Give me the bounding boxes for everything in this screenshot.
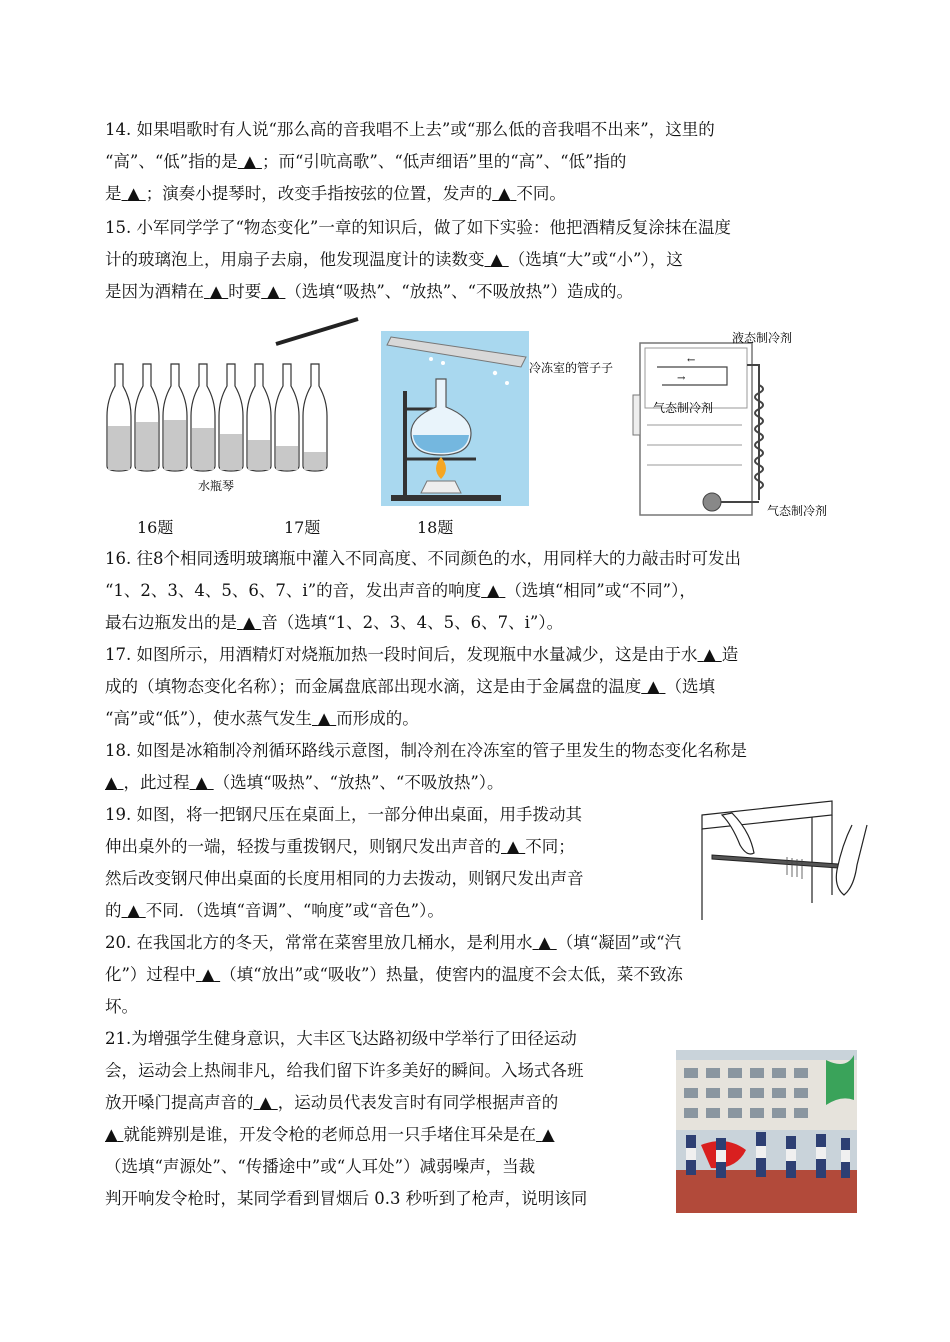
q14-line-2b: ；而“引吭高歌”、“低声细语”里的“高”、“低”指的 <box>261 152 627 171</box>
question-17: 17. 如图所示，用酒精灯对烧瓶加热一段时间后，发现瓶中水量减少，这是由于水 ▲ 造 成的（填物态变化名称）；而金属盘底部出现水滴，这是由于金属盘的温度 ▲ （选填 “高”或“低”），使水蒸气发生 ▲ 而形成的。 <box>105 645 739 728</box>
fridge-body <box>640 343 752 515</box>
question-19: 19. 如图，将一把钢尺压在桌面上，一部分伸出桌面，用手拨动其 伸出桌外的一端，轻拨与重拨钢尺，则钢尺发出声音的 ▲ 不同； 然后改变钢尺伸出桌面的长度用相同的力去拨动，则钢尺发出声音 的 ▲ 不同．（选填“音调”、“响度”或“音色”）。 <box>105 805 584 920</box>
q16-blank-2: ▲ <box>242 613 256 632</box>
striking-stick <box>276 319 358 344</box>
q14-line-3a: 是 <box>105 184 122 203</box>
caption-17: 17题 <box>284 518 321 537</box>
question-15: 15. 小军同学学了“物态变化”一章的知识后，做了如下实验：他把酒精反复涂抹在温度 计的玻璃泡上，用扇子去扇，他发现温度计的读数变 ▲ （选填“大”或“小”），这 是因为酒精在 ▲ 时要 ▲ （选填“吸热”、“放热”、“不吸放热”）造成的。 <box>105 212 850 308</box>
q15-line-1: 15. 小军同学学了“物态变化”一章的知识后，做了如下实验：他把酒精反复涂抹在温度 <box>105 218 731 237</box>
q20-blank-2: ▲ <box>201 965 215 984</box>
label-gas-refrigerant-1: 气态制冷剂 <box>653 401 714 415</box>
label-gas-refrigerant-2: 气态制冷剂 <box>767 504 828 518</box>
plucking-hand <box>836 825 867 895</box>
fig16-label: 水瓶琴 <box>198 479 235 493</box>
q14-line-2a: “高”、“低”指的是 <box>105 152 238 171</box>
question-21: 21.为增强学生健身意识，大丰区飞达路初级中学举行了田径运动 会，运动会上热闹非凡，给我们留下许多美好的瞬间。入场式各班 放开嗓门提高声音的 ▲ ，运动员代表发言时有同学根据声音的 ▲ 就能辨别是谁，开发令枪的老师总用一只手堵住耳朵是在 ▲ （选填“声源处”、“传播途中”或“人耳处”）减弱噪声，当裁 判开响发令枪时，某同学看到冒烟后 0.3 秒听到了枪声，说明该同 <box>105 1029 588 1208</box>
bottle-6 <box>247 364 271 471</box>
q14-blank-1: ▲ <box>243 152 257 171</box>
compressor <box>703 493 721 511</box>
caption-16: 16题 <box>137 518 174 537</box>
water-bottle-xylophone-figure <box>100 316 365 498</box>
sports-meet-photo <box>676 1050 857 1213</box>
q14-blank-2: ▲ <box>127 184 140 203</box>
q20-blank-1: ▲ <box>538 933 551 952</box>
refrigerator-cycle-figure <box>527 325 845 520</box>
bottle-5 <box>219 364 243 471</box>
q19-blank-2: ▲ <box>127 901 140 920</box>
question-14: 14. 如果唱歌时有人说“那么高的音我唱不上去”或“那么低的音我唱不出来”，这里的 “高”、“低”指的是 ▲ ；而“引吭高歌”、“低声细语”里的“高”、“低”指的 是 ▲ ；演奏小提琴时，改变手指按弦的位置，发声的 ▲ 不同。 <box>105 114 850 210</box>
question-20: 20. 在我国北方的冬天，常常在菜窖里放几桶水，是利用水 ▲ （填“凝固”或“汽 化”）过程中 ▲ （填“放出”或“吸收”）热量，使窖内的温度不会太低，菜不致冻 坏。 <box>105 933 683 1016</box>
bottle-7 <box>275 364 299 471</box>
q21-blank-2: ▲ <box>105 1125 118 1144</box>
q18-blank-1: ▲ <box>105 773 118 792</box>
bottle-1 <box>107 364 131 471</box>
caption-18: 18题 <box>417 518 454 537</box>
stand-base <box>391 495 501 501</box>
ruler-pluck-figure <box>692 795 872 923</box>
alcohol-lamp <box>421 481 461 493</box>
q15-blank-2: ▲ <box>209 282 223 301</box>
bottle-2 <box>135 364 159 471</box>
q17-blank-2: ▲ <box>647 677 660 696</box>
q14-line-1: 14. 如果唱歌时有人说“那么高的音我唱不上去”或“那么低的音我唱不出来”，这里的 <box>105 120 715 139</box>
q15-blank-1: ▲ <box>490 250 503 269</box>
bottles <box>107 364 327 471</box>
bottle-3 <box>163 364 187 471</box>
question-16: 16. 往8个相同透明玻璃瓶中灌入不同高度、不同颜色的水，用同样大的力敲击时可发出 “1、2、3、4、5、6、7、i”的音，发出声音的响度 ▲ （选填“相同”或“不同”）， 最右边瓶发出的是 ▲ 音（选填“1、2、3、4、5、6、7、i”）。 <box>105 549 741 632</box>
steel-ruler <box>712 855 852 869</box>
q15-blank-3: ▲ <box>266 282 280 301</box>
svg-text:→: → <box>677 373 686 384</box>
bottle-4 <box>191 364 215 471</box>
q21-blank-3: ▲ <box>541 1125 555 1144</box>
running-track <box>676 1170 857 1213</box>
bottle-8 <box>303 364 327 471</box>
q14-blank-3: ▲ <box>497 184 511 203</box>
label-freezer-pipe: 冷冻室的管子子 <box>529 361 614 375</box>
q19-blank-1: ▲ <box>506 837 520 856</box>
label-liquid-refrigerant: 液态制冷剂 <box>732 331 793 345</box>
svg-text:←: ← <box>687 355 696 366</box>
flask-heating-figure <box>381 331 529 506</box>
q18-blank-2: ▲ <box>195 773 208 792</box>
question-18: 18. 如图是冰箱制冷剂循环路线示意图，制冷剂在冷冻室的管子里发生的物态变化名称是 ▲ ，此过程 ▲ （选填“吸热”、“放热”、“不吸放热”）。 <box>105 741 747 792</box>
q17-blank-3: ▲ <box>317 709 331 728</box>
q17-blank-1: ▲ <box>703 645 716 664</box>
q21-blank-1: ▲ <box>259 1093 272 1112</box>
q16-blank-1: ▲ <box>486 581 500 600</box>
